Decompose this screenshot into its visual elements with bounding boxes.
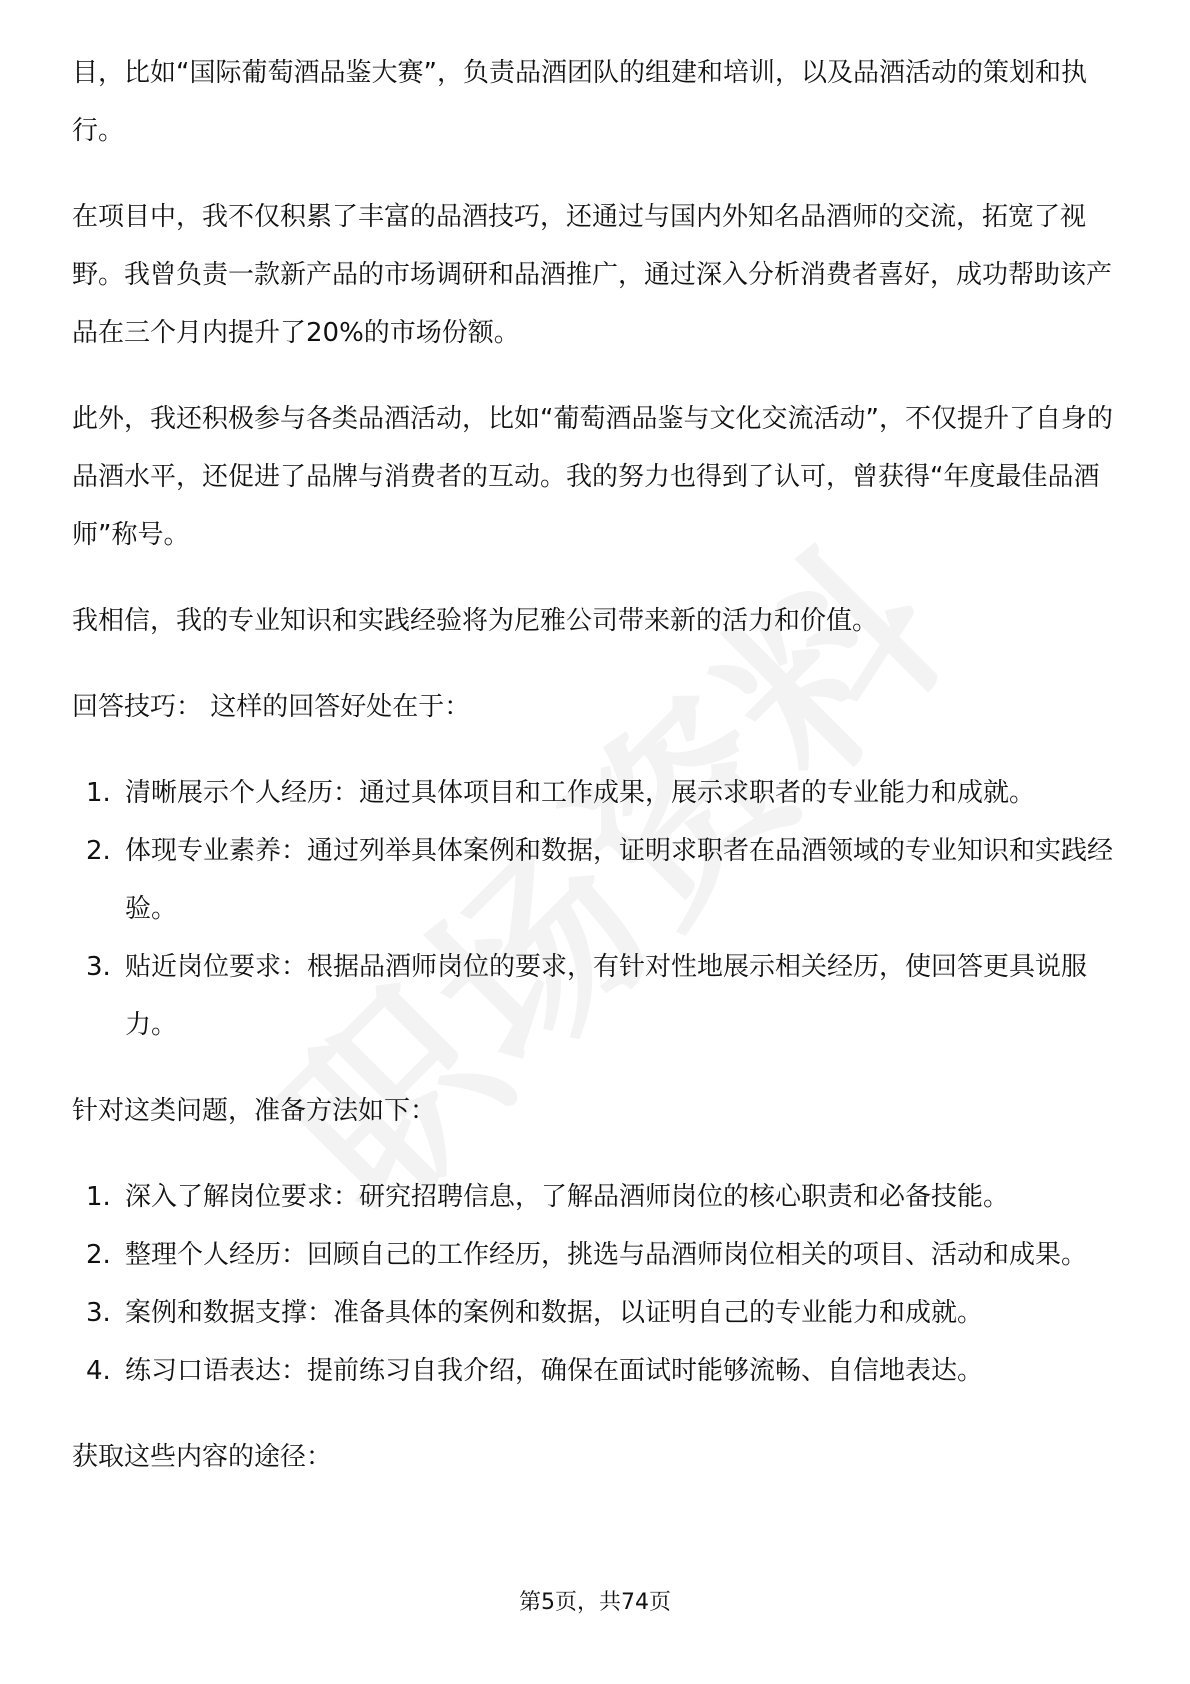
list-text: 清晰展示个人经历：通过具体项目和工作成果，展示求职者的专业能力和成就。	[125, 778, 1036, 808]
list-text: 深入了解岗位要求：研究招聘信息，了解品酒师岗位的核心职责和必备技能。	[125, 1182, 1010, 1212]
paragraph-prep-heading: 针对这类问题，准备方法如下：	[72, 1096, 437, 1126]
list-number: 2.	[86, 1240, 111, 1270]
list-text: 整理个人经历：回顾自己的工作经历，挑选与品酒师岗位相关的项目、活动和成果。	[125, 1240, 1088, 1270]
page-footer: 第5页，共74页	[519, 1590, 671, 1615]
prep-list	[72, 1168, 1118, 1400]
list-number: 3.	[86, 952, 111, 982]
list-text: 贴近岗位要求：根据品酒师岗位的要求，有针对性地展示相关经历，使回答更具说服力。	[125, 952, 1088, 1040]
list-number: 3.	[86, 1298, 111, 1328]
paragraph-sources-heading: 获取这些内容的途径：	[72, 1442, 333, 1472]
list-item	[72, 822, 1118, 938]
list-text: 案例和数据支撑：准备具体的案例和数据，以证明自己的专业能力和成就。	[125, 1298, 984, 1328]
list-number: 4.	[86, 1356, 111, 1386]
list-item	[72, 764, 1118, 822]
list-item	[72, 1168, 1118, 1226]
list-number: 2.	[86, 836, 111, 866]
paragraph-activities: 此外，我还积极参与各类品酒活动，比如“葡萄酒品鉴与文化交流活动”，不仅提升了自身的品酒水平，还促进了品牌与消费者的互动。我的努力也得到了认可，曾获得“年度最佳品酒师”称号。	[72, 404, 1113, 550]
paragraph-tips-heading: 回答技巧： 这样的回答好处在于：	[72, 692, 471, 722]
list-item	[72, 938, 1118, 1054]
list-item	[72, 1284, 1118, 1342]
list-text: 体现专业素养：通过列举具体案例和数据，证明求职者在品酒领域的专业知识和实践经验。	[125, 836, 1114, 924]
paragraph-project-intro: 目，比如“国际葡萄酒品鉴大赛”，负责品酒团队的组建和培训，以及品酒活动的策划和执行。	[72, 58, 1087, 146]
document-body	[72, 44, 1118, 1514]
tips-list	[72, 764, 1118, 1054]
paragraph-project-detail: 在项目中，我不仅积累了丰富的品酒技巧，还通过与国内外知名品酒师的交流，拓宽了视野。我曾负责一款新产品的市场调研和品酒推广，通过深入分析消费者喜好，成功帮助该产品在三个月内提升了20%的市场份额。	[72, 202, 1113, 348]
list-number: 1.	[86, 778, 111, 808]
paragraph-conclusion: 我相信，我的专业知识和实践经验将为尼雅公司带来新的活力和价值。	[72, 606, 879, 636]
list-text: 练习口语表达：提前练习自我介绍，确保在面试时能够流畅、自信地表达。	[125, 1356, 984, 1386]
list-item	[72, 1342, 1118, 1400]
list-number: 1.	[86, 1182, 111, 1212]
list-item	[72, 1226, 1118, 1284]
